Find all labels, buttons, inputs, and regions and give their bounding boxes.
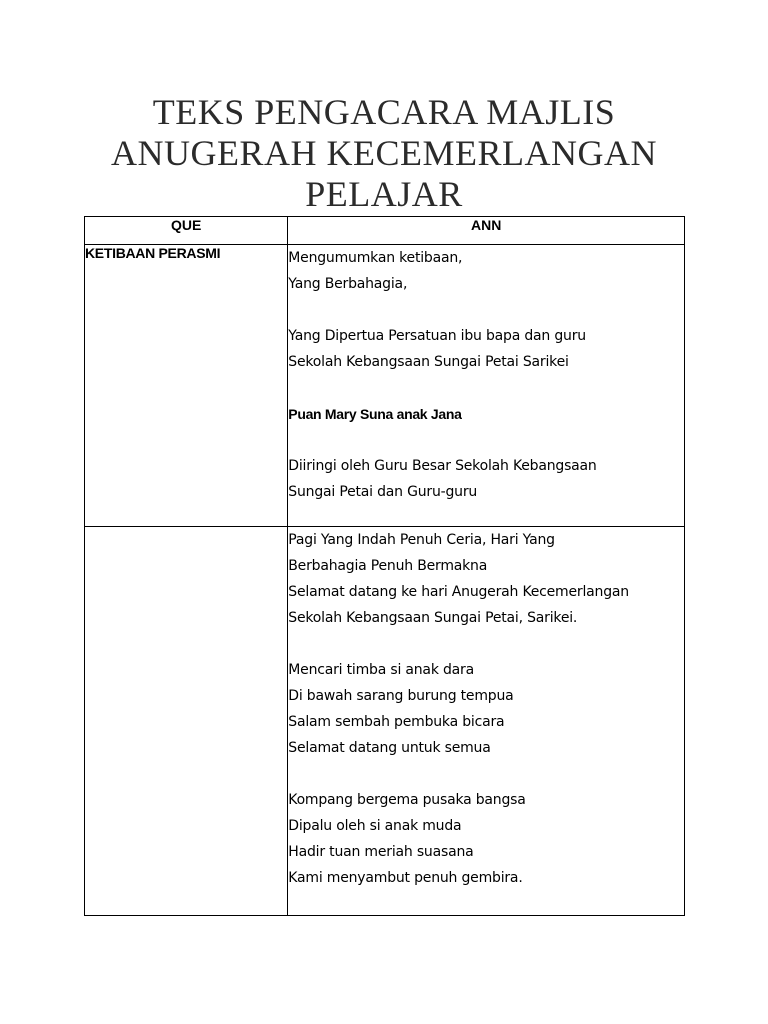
header-ann: ANN [288, 217, 685, 245]
pantun-line: Dipalu oleh si anak muda [288, 818, 462, 834]
pantun-line: Di bawah sarang burung tempua [288, 688, 514, 704]
ann-cell [288, 527, 685, 916]
ann-line: Berbahagia Penuh Bermakna [288, 558, 488, 574]
que-cell [85, 527, 288, 916]
ann-line: Sungai Petai dan Guru-guru [288, 484, 478, 500]
pantun-line: Kompang bergema pusaka bangsa [288, 792, 526, 808]
pantun-line: Mencari timba si anak dara [288, 662, 474, 678]
ann-line: Mengumumkan ketibaan, [288, 250, 463, 266]
title-line-2: ANUGERAH KECEMERLANGAN [111, 133, 657, 173]
ann-line: Diiringi oleh Guru Besar Sekolah Kebangsaan [288, 458, 597, 474]
ann-line: Yang Berbahagia, [288, 276, 408, 292]
table-row [85, 245, 685, 527]
pantun-line: Kami menyambut penuh gembira. [288, 870, 523, 886]
pantun-line: Hadir tuan meriah suasana [288, 844, 474, 860]
script-table [84, 216, 685, 916]
pantun-line: Selamat datang untuk semua [288, 740, 491, 756]
table-header-row [85, 217, 685, 245]
ann-line: Sekolah Kebangsaan Sungai Petai Sarikei [288, 354, 569, 370]
que-cell: KETIBAAN PERASMI [85, 245, 288, 527]
document-title [0, 92, 768, 215]
ann-line: Yang Dipertua Persatuan ibu bapa dan guru [288, 328, 586, 344]
guest-name: Puan Mary Suna anak Jana [288, 406, 462, 422]
ann-line: Pagi Yang Indah Penuh Ceria, Hari Yang [288, 532, 555, 548]
pantun-line: Salam sembah pembuka bicara [288, 714, 505, 730]
ann-line: Selamat datang ke hari Anugerah Kecemerlangan [288, 584, 629, 600]
header-que: QUE [85, 217, 288, 245]
ann-cell [288, 245, 685, 527]
table-row [85, 527, 685, 916]
ann-line: Sekolah Kebangsaan Sungai Petai, Sarikei. [288, 610, 578, 626]
title-line-1: TEKS PENGACARA MAJLIS [152, 92, 616, 132]
title-line-3: PELAJAR [305, 174, 463, 214]
